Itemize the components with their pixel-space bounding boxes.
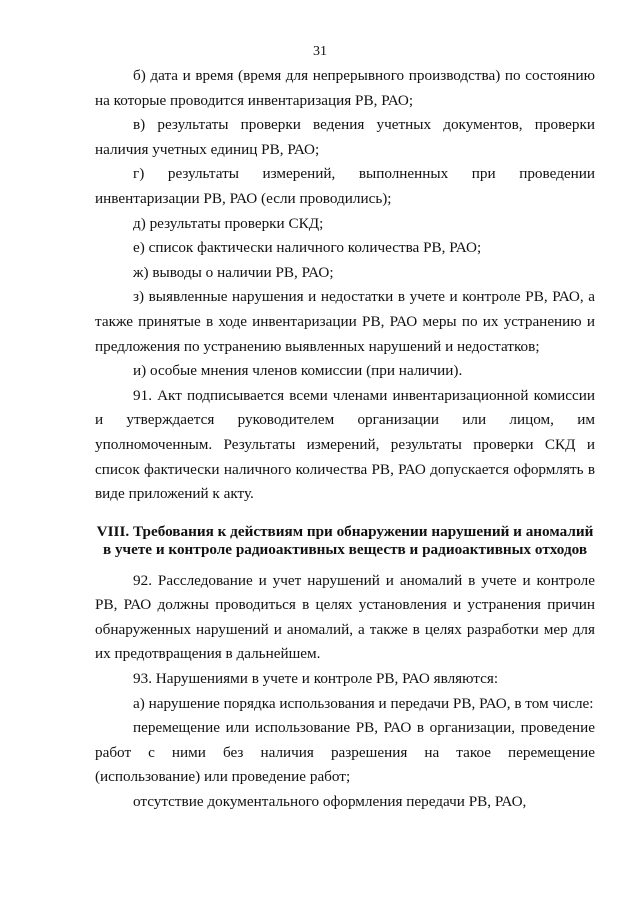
paragraph-v: в) результаты проверки ведения учетных документов, проверки наличия учетных единиц РВ, РАО; (95, 116, 595, 158)
paragraph-i: и) особые мнения членов комиссии (при наличии). (133, 362, 463, 380)
paragraph-zh: ж) выводы о наличии РВ, РАО; (133, 263, 334, 281)
document-body (95, 64, 595, 815)
section-heading-line-1: VIII. Требования к действиям при обнаружении нарушений и аномалий (96, 522, 594, 540)
page-number: 31 (313, 44, 327, 59)
section-heading-line-2: в учете и контроле радиоактивных веществ и радиоактивных отходов (102, 540, 588, 558)
paragraph-z: з) выявленные нарушения и недостатки в учете и контроле РВ, РАО, а также принятые в ходе инвентаризации РВ, РАО меры по их устранению и предложения по устранению выявленных нарушений и недостатков; (95, 288, 595, 355)
paragraph-93-a-movement: перемещение или использование РВ, РАО в организации, проведение работ с ними без наличия разрешения на такое перемещение (использование) или проведение работ; (95, 719, 595, 786)
paragraph-91: 91. Акт подписывается всеми членами инвентаризационной комиссии и утверждается руководителем организации или лицом, им уполномоченным. Результаты измерений, результаты проверки СКД и список фактически наличного количества РВ, РАО допускается оформлять в виде приложений к акту. (95, 386, 595, 503)
paragraph-93: 93. Нарушениями в учете и контроле РВ, РАО являются: (133, 670, 499, 688)
paragraph-g: г) результаты измерений, выполненных при проведении инвентаризации РВ, РАО (если проводились); (95, 165, 595, 207)
paragraph-b: б) дата и время (время для непрерывного производства) по состоянию на которые проводится инвентаризация РВ, РАО; (95, 67, 595, 109)
paragraph-92: 92. Расследование и учет нарушений и аномалий в учете и контроле РВ, РАО должны проводиться в целях установления и устранения причин обнаруженных нарушений и аномалий, а также в целях разработки мер для их предотвращения в дальнейшем. (95, 571, 595, 663)
section-heading (95, 523, 595, 559)
paragraph-93-a-documentation: отсутствие документального оформления передачи РВ, РАО, (133, 793, 527, 811)
paragraph-d: д) результаты проверки СКД; (133, 214, 324, 232)
paragraph-e: е) список фактически наличного количества РВ, РАО; (133, 239, 482, 257)
paragraph-93-a: а) нарушение порядка использования и передачи РВ, РАО, в том числе: (133, 694, 594, 712)
